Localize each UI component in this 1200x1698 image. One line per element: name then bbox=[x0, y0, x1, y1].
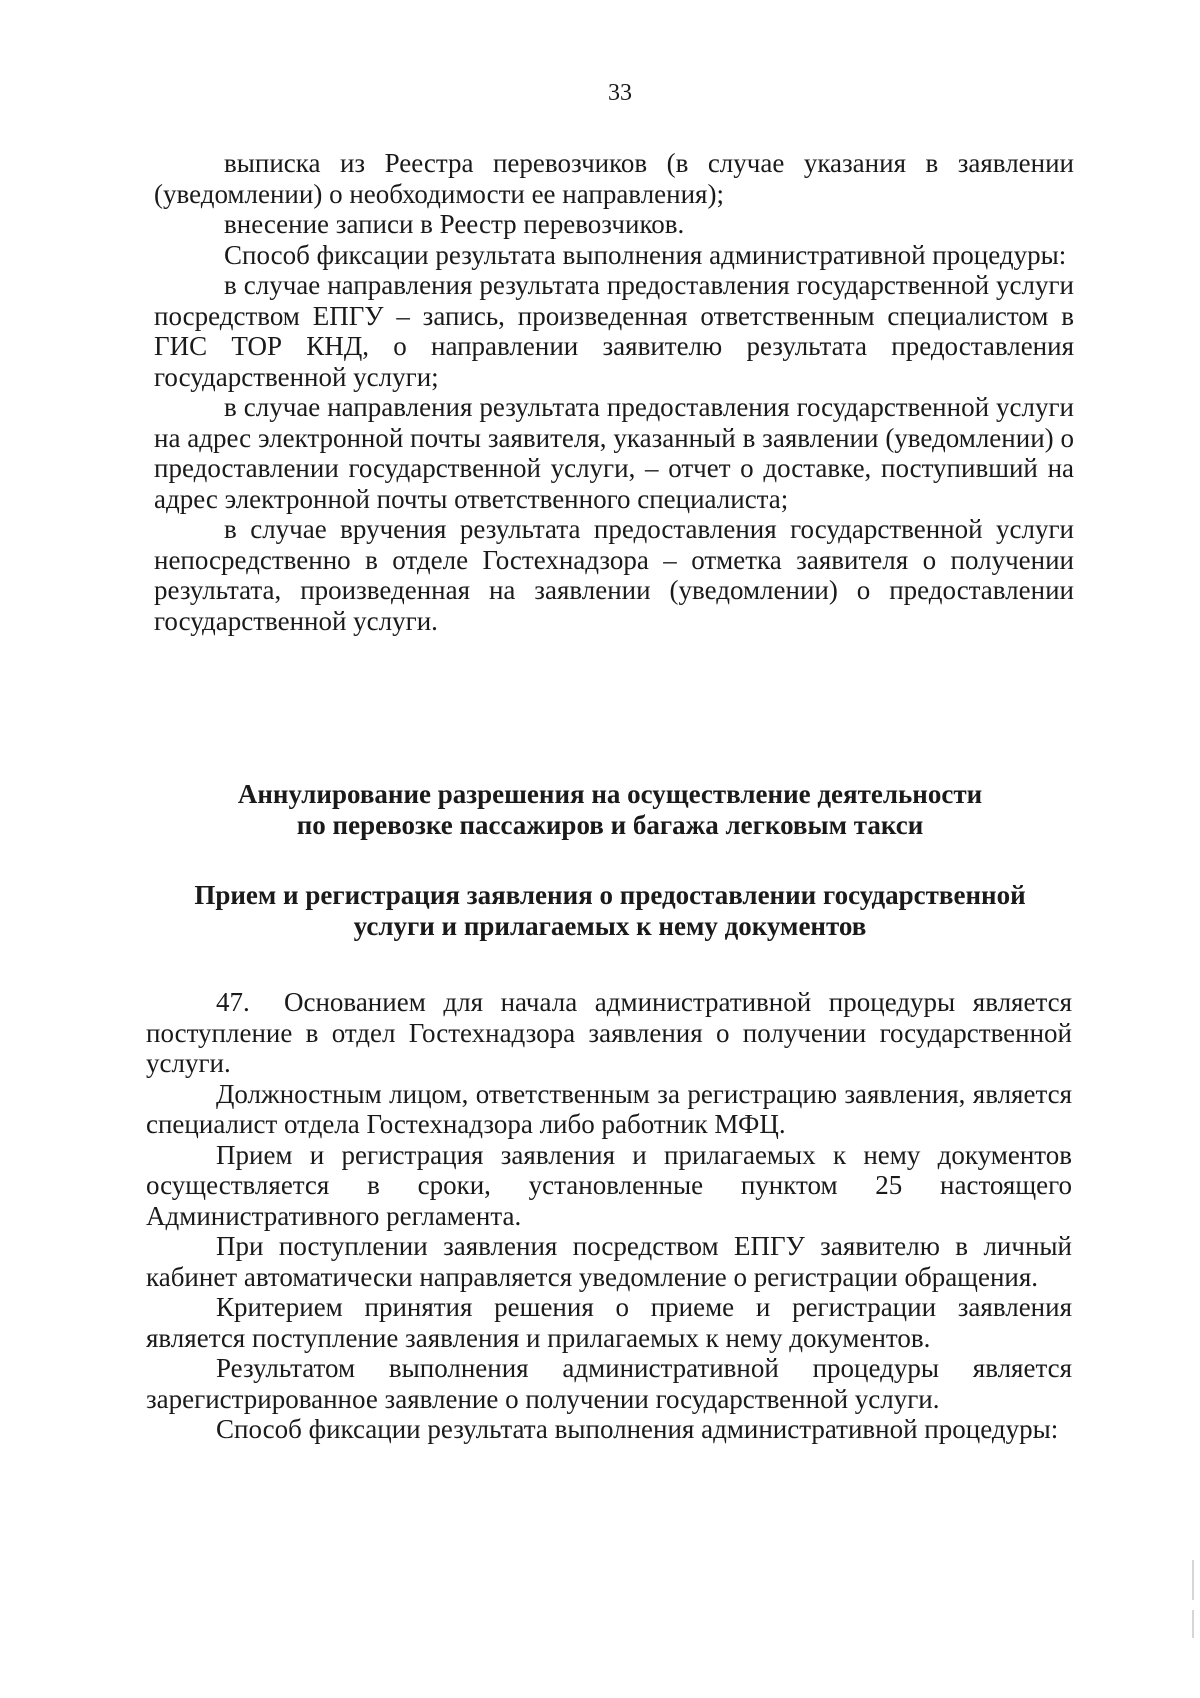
text-block-top bbox=[154, 148, 1074, 636]
scan-artifact bbox=[1192, 1560, 1194, 1600]
item-text: Основанием для начала административной процедуры является поступление в отдел Гостехнадзора заявления о получении государственной услуги. bbox=[146, 987, 1072, 1078]
paragraph: При поступлении заявления посредством ЕПГУ заявителю в личный кабинет автоматически направляется уведомление о регистрации обращения. bbox=[146, 1231, 1072, 1292]
heading-line: Прием и регистрация заявления о предоставлении государственной bbox=[194, 880, 1026, 910]
scan-artifact bbox=[1192, 1610, 1194, 1638]
paragraph: выписка из Реестра перевозчиков (в случае указания в заявлении (уведомлении) о необходимости ее направления); bbox=[154, 148, 1074, 209]
paragraph: Способ фиксации результата выполнения административной процедуры: bbox=[216, 1414, 1059, 1444]
heading-line: Аннулирование разрешения на осуществление деятельности bbox=[237, 779, 983, 809]
paragraph: Прием и регистрация заявления и прилагаемых к нему документов осуществляется в сроки, установленные пунктом 25 настоящего Административного регламента. bbox=[146, 1139, 1072, 1231]
paragraph: Способ фиксации результата выполнения административной процедуры: bbox=[224, 239, 1067, 270]
paragraph-item-47 bbox=[146, 987, 1072, 1079]
paragraph: в случае направления результата предоставления государственной услуги посредством ЕПГУ – запись, произведенная ответственным специалистом в ГИС ТОР КНД, о направлении заявителю результата предоставления государственной услуги; bbox=[154, 270, 1074, 392]
section-heading-annulment bbox=[140, 779, 1080, 841]
paragraph: внесение записи в Реестр перевозчиков. bbox=[224, 209, 685, 239]
paragraph: Должностным лицом, ответственным за регистрацию заявления, является специалист отдела Гостехнадзора либо работник МФЦ. bbox=[146, 1078, 1072, 1139]
paragraph: в случае вручения результата предоставления государственной услуги непосредственно в отделе Гостехнадзора – отметка заявителя о получении результата, произведенная на заявлении (уведомлении) о предоставлении государственной услуги. bbox=[154, 514, 1074, 636]
heading-line: услуги и прилагаемых к нему документов bbox=[353, 911, 867, 941]
paragraph: в случае направления результата предоставления государственной услуги на адрес электронной почты заявителя, указанный в заявлении (уведомлении) о предоставлении государственной услуги, – отчет о доставке, поступивший на адрес электронной почты ответственного специалиста; bbox=[154, 392, 1074, 514]
text-block-bottom bbox=[146, 987, 1072, 1445]
page-number: 33 bbox=[608, 80, 632, 106]
item-number: 47. bbox=[216, 987, 250, 1017]
heading-line: по перевозке пассажиров и багажа легковым такси bbox=[296, 810, 924, 840]
section-heading-registration bbox=[140, 880, 1080, 942]
paragraph: Результатом выполнения административной процедуры является зарегистрированное заявление о получении государственной услуги. bbox=[146, 1353, 1072, 1414]
paragraph: Критерием принятия решения о приеме и регистрации заявления является поступление заявления и прилагаемых к нему документов. bbox=[146, 1292, 1072, 1353]
